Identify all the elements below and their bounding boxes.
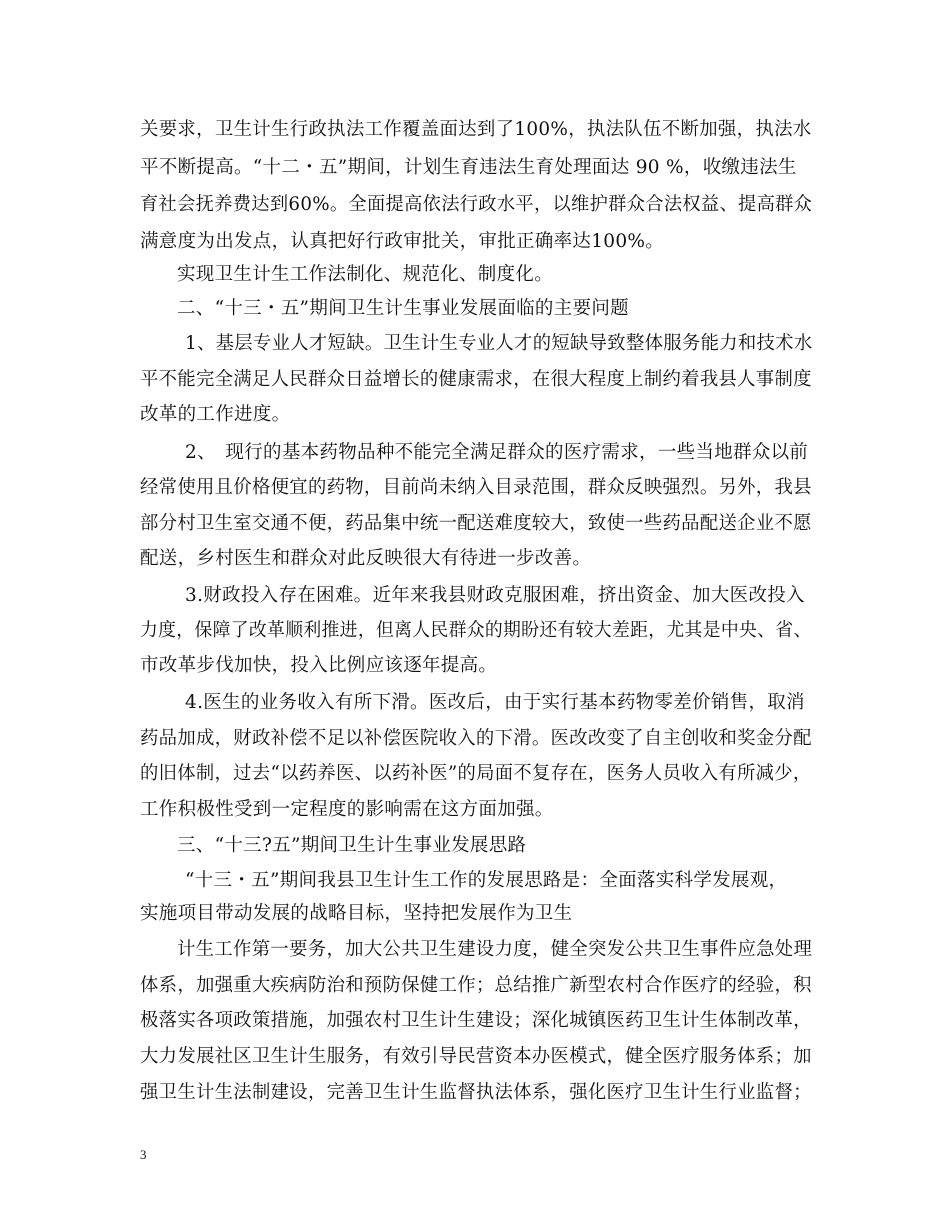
- text-line: 大力发展社区卫生计生服务，有效引导民营资本办医模式，健全医疗服务体系；加: [140, 1046, 812, 1067]
- text-line: 强卫生计生法制建设，完善卫生计生监督执法体系，强化医疗卫生计生行业监督；: [140, 1082, 812, 1103]
- text-line: 满意度为出发点，认真把好行政审批关，审批正确率达100%。: [140, 231, 665, 252]
- text-line: 市改革步伐加快，投入比例应该逐年提高。: [140, 655, 498, 676]
- text-line: 3.财政投入存在困难。近年来我县财政克服困难，挤出资金、加大医改投入: [185, 585, 805, 606]
- text-line: 配送，乡村医生和群众对此反映很大有待进一步改善。: [140, 548, 592, 569]
- text-line: 4.医生的业务收入有所下滑。医改后，由于实行基本药物零差价销售，取消: [185, 692, 805, 713]
- text-line: 平不能完全满足人民群众日益增长的健康需求，在很大程度上制约着我县人事制度: [140, 369, 812, 390]
- text-line: 改革的工作进度。: [140, 404, 291, 425]
- text-line: 育社会抚养费达到60%。全面提高依法行政水平，以维护群众合法权益、提高群众: [140, 194, 813, 215]
- text-line: 经常使用且价格便宜的药物，目前尚未纳入目录范围，群众反映强烈。另外，我县: [140, 477, 812, 498]
- text-line: 计生工作第一要务，加大公共卫生建设力度，健全突发公共卫生事件应急处理: [177, 939, 813, 960]
- text-line: 工作积极性受到一定程度的影响需在这方面加强。: [140, 799, 554, 820]
- text-line: 力度，保障了改革顺利推进，但离人民群众的期盼还有较大差距，尤其是中央、省、: [140, 620, 812, 641]
- text-line: 药品加成，财政补偿不足以补偿医院收入的下滑。医改改变了自主创收和奖金分配: [140, 728, 812, 749]
- text-line: 平不断提高。“十二・五”期间，计划生育违法生育处理面达 90 %，收缴违法生: [140, 157, 797, 178]
- text-line: 极落实各项政策措施，加强农村卫生计生建设；深化城镇医药卫生计生体制改革，: [140, 1010, 812, 1031]
- text-line: 2、 现行的基本药物品种不能完全满足群众的医疗需求，一些当地群众以前: [185, 442, 809, 463]
- text-line: 实施项目带动发展的战略目标，坚持把发展作为卫生: [140, 903, 573, 924]
- text-line: 关要求，卫生计生行政执法工作覆盖面达到了100%，执法队伍不断加强，执法水: [140, 119, 812, 140]
- text-line: 体系，加强重大疾病防治和预防保健工作；总结推广新型农村合作医疗的经验，积: [140, 975, 812, 996]
- section-heading: 三、“十三?五”期间卫生计生事业发展思路: [177, 835, 527, 856]
- text-line: 部分村卫生室交通不便，药品集中统一配送难度较大，致使一些药品配送企业不愿: [140, 513, 812, 534]
- text-line: 实现卫生计生工作法制化、规范化、制度化。: [177, 264, 554, 285]
- text-line: “十三・五”期间我县卫生计生工作的发展思路是：全面落实科学发展观，: [185, 870, 788, 891]
- text-line: 的旧体制，过去“以药养医、以药补医”的局面不复存在，医务人员收入有所减少，: [140, 763, 812, 784]
- page-number: 3: [140, 1147, 147, 1162]
- section-heading: 二、“十三・五”期间卫生计生事业发展面临的主要问题: [177, 298, 629, 319]
- text-line: 1、基层专业人才短缺。卫生计生专业人才的短缺导致整体服务能力和技术水: [185, 333, 813, 354]
